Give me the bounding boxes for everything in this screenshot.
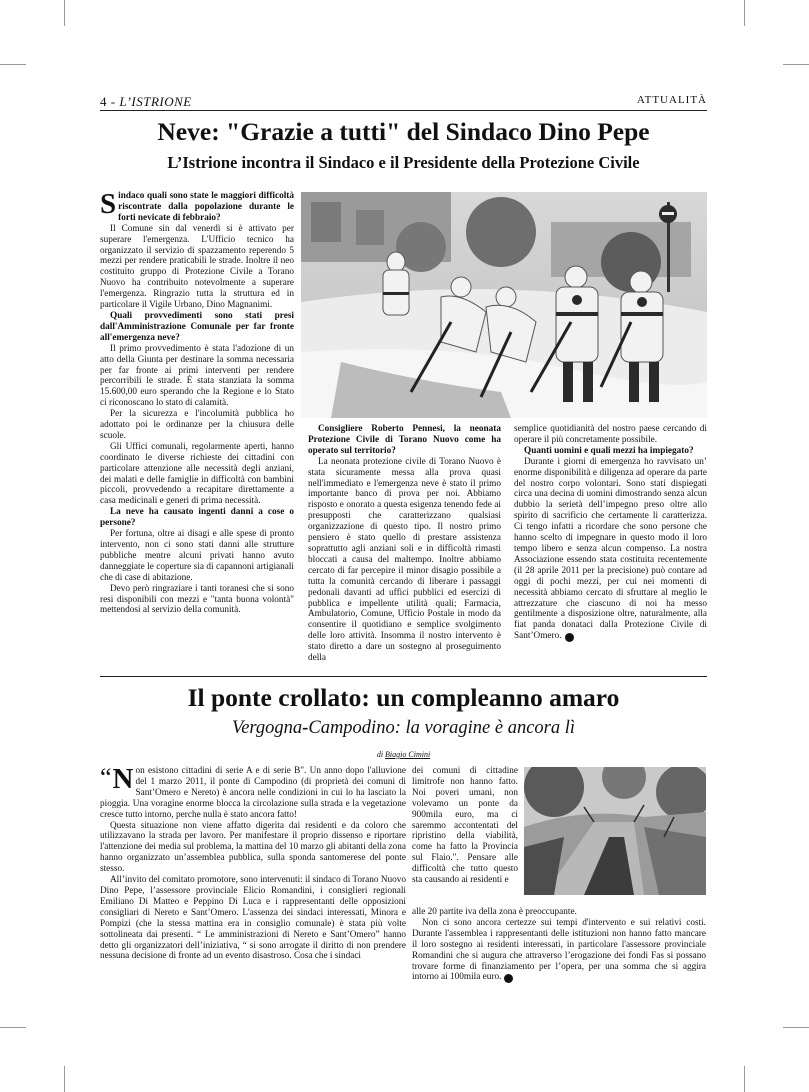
header-rule xyxy=(100,110,707,111)
interview-question: Quali provvedimenti sono stati presi dall'Amministrazione Comunale per far fronte all'emergenza neve? xyxy=(100,310,294,343)
drop-cap: S xyxy=(100,188,117,220)
article2-column-2-bottom xyxy=(412,907,706,983)
article2-column-1 xyxy=(100,763,406,962)
paragraph: La neonata protezione civile di Torano Nuovo è stata sicuramente messa alla prova quasi nell'immediato e l'emergenza neve è stato il primo importante banco di prova per noi. Abbiamo risposto e onorato a questa esigenza tenendo fede ai presupposti che caratterizzano qualsiasi organizzazione di questo tipo. Il nostro primo pensiero è stato quello di prestare assistenza soprattutto agli anziani soli e in difficoltà rimasti bloccati a causa del maltempo. Inoltre abbiamo cercato di far percepire il minor disagio possibile a tutta la comunità cercando di liberare i passaggi pedonali davanti ad uffici pubblici ed esercizi di pubblica e impellente utilità quali; Farmacia, Ambulatorio, Comune, Ufficio Postale in modo da consentire il quotidiano e semplice svolgimento delle loro attività. Insomma il nostro intervento è stato diretto a dare un sostegno al proseguimento della xyxy=(308,456,501,664)
open-quote: “ xyxy=(100,763,112,792)
article1-column-2 xyxy=(308,424,501,664)
crop-mark xyxy=(0,64,26,65)
newspaper-name: L’ISTRIONE xyxy=(119,94,192,109)
crop-mark xyxy=(783,1027,809,1028)
paragraph: Non ci sono ancora certezze sui tempi d'intervento e sui relativi costi. Durante l'assemblea i rappresentanti delle istituzioni non hanno fatto mancare il loro sostegno ai residenti interessati, in particolare l'assessore provinciale Romandini che si augura che attraverso l’erogazione dei fondi Fas si possano trovare forme di finanziamento per l’opera, per una somma che si aggira intorno ai 100mila euro. xyxy=(412,917,706,983)
article1-column-1 xyxy=(100,188,294,616)
crop-mark xyxy=(744,1066,745,1092)
article-separator xyxy=(100,676,707,677)
paragraph: Durante i giorni di emergenza ho ravvisato un’ enorme disponibilità e diligenza ad operare da parte del nostro corpo volontari. Sono stati dispiegati circa una decina di uomini dimostrando senza alcun dubbio la serietà dell’impegno preso oltre allo spirito di sacrificio che certamente li caratterizza. Ci tengo infatti a ricordare che sono persone che hanno scelto di impegnare in questo modo il loro tempo libero e senza alcun compenso. La nostra Associazione essendo stata costituita recentemente (il 28 aprile 2011 per la precisione) può contare ad oggi di pochi mezzi, per cui nei momenti di necessità abbiamo cercato di sfruttare al meglio le attrezzature che ciascuno di noi ha messo gentilmente a disposizione oltre, naturalmente, alla fiat panda donataci dalla Protezione Civile di Sant’Omero. xyxy=(514,456,707,642)
snow-volunteers-photo xyxy=(301,192,707,418)
interview-question: La neve ha causato ingenti danni a cose o persone? xyxy=(100,507,294,529)
paragraph: Il primo provvedimento è stata l'adozione di un atto della Giunta per destinare la somma necessaria per far fronte ai primi interventi per rendere percorribili le strade. È stata stanziata la somma 15.600,00 euro sperando che la Regione e lo Stato ci riconoscano lo stato di calamità. xyxy=(100,343,294,409)
crop-mark xyxy=(64,0,65,26)
paragraph: Questa situazione non viene affatto digerita dai residenti e da coloro che utilizzavano la strada per lavoro. Per manifestare il proprio dissenso e riportare l'attenzione dei media sul problema, la mattina del 10 marzo gli abitanti della zona hanno organizzato un’assemblea pubblica, sulla sponda santomerese del ponte stesso. xyxy=(100,820,406,875)
paragraph: All’invito del comitato promotore, sono intervenuti: il sindaco di Torano Nuovo Dino Pepe, l’assessore provinciale Elicio Romandini, i consiglieri regionali Emiliano Di Matteo e Peppino Di Luca e i rappresentanti delle opposizioni consigliari di Nereto e Sant’Omero. L'assenza dei sindaci interessati, Minora e Pompizi (che la stessa mattina era in consiglio comunale) è stata più volte sottolineata dai presenti. “ Le amministrazioni di Nereto e Sant’Omero” hanno detto gli organizzatori dell’iniziativa, “ si sono arrogate il diritto di non prendere nessuna decisione di fronte ad un evento disastroso. Cosa che i sindaci xyxy=(100,875,406,962)
paragraph: on esistono cittadini di serie A e di serie B". Un anno dopo l'alluvione del 1 marzo 2011, il ponte di Campodino (di proprietà dei comuni di Sant’Omero e Nereto) è ancora nelle condizioni in cui lo ha lasciato la pioggia. Una voragine enorme blocca la circolazione sulla strada e la vegetazione cresce tutto intorno, perche nulla è stato ancora fatto! xyxy=(100,766,406,820)
drop-cap: N xyxy=(112,763,134,795)
page-number: 4 - xyxy=(100,94,120,109)
collapsed-bridge-photo xyxy=(524,767,706,895)
istrione-logo-icon: L xyxy=(504,974,513,983)
crop-mark xyxy=(783,64,809,65)
crop-mark xyxy=(64,1066,65,1092)
paragraph: semplice quotidianità del nostro paese cercando di operare il più concretamente possibile. xyxy=(514,424,707,445)
paragraph: dei comuni di cittadine limitrofe non hanno fatto. Noi poveri umani, non volevamo un ponte da 900mila euro, ma ci saremmo accontentati del ripristino della viabilità, come ha fatto la Provincia sul Flaio.". Pensare alle difficoltà che tutto questo sta causando ai residenti e xyxy=(412,766,518,886)
istrione-logo-icon: L xyxy=(565,633,574,642)
article2-subheadline: Vergogna-Campodino: la voragine è ancora lì xyxy=(231,718,576,738)
paragraph: Il Comune sin dal venerdì si è attivato per superare l'emergenza. L'Ufficio tecnico ha organizzato il servizio di spazzamento reperendo 5 mezzi per rendere praticabili le strade. Inoltre il neo costituito gruppo di Protezione Civile a Torano Nuovo ha contribuito notevolmente a superare l'emergenza. Ringrazio tutta la struttura ed in particolare il Vigile Urbano, Dino Magnanimi. xyxy=(100,223,294,311)
paragraph: Gli Uffici comunali, regolarmente aperti, hanno coordinato le diverse richieste dei cittadini con particolare attenzione alle necessità degli anziani, dei malati e delle famiglie in difficoltà con bambini piccoli, provvedendo a recapitare direttamente a casa medicinali e generi di prima necessità. xyxy=(100,441,294,507)
paragraph: Devo però ringraziare i tanti toranesi che si sono resi disponibili con mezzi e "tanta buona volontà" mettendosi al servizio della comunità. xyxy=(100,583,294,616)
paragraph: Per la sicurezza e l'incolumità pubblica ho adottato poi le ordinanze per la chiusura delle scuole. xyxy=(100,409,294,441)
crop-mark xyxy=(744,0,745,26)
interview-question: indaco quali sono state le maggiori difficoltà riscontrate dalla popolazione durante le forti nevicate di febbraio? xyxy=(118,191,294,223)
article1-column-3 xyxy=(514,424,707,642)
crop-mark xyxy=(0,1027,26,1028)
interview-question: Quanti uomini e quali mezzi ha impiegato? xyxy=(524,445,694,456)
author-name: Biagio Cimini xyxy=(385,750,431,759)
article1-headline: Neve: "Grazie a tutti" del Sindaco Dino Pepe xyxy=(157,117,650,146)
article2-column-2-top xyxy=(412,766,518,886)
paragraph: alle 20 partite iva della zona è preoccupante. xyxy=(412,907,577,917)
page-header-left xyxy=(100,94,192,110)
article1-subheadline: L’Istrione incontra il Sindaco e il Presidente della Protezione Civile xyxy=(167,153,640,172)
article2-headline: Il ponte crollato: un compleanno amaro xyxy=(187,683,620,712)
interview-question: Consigliere Roberto Pennesi, la neonata Protezione Civile di Torano Nuovo come ha operato sul territorio? xyxy=(308,424,501,456)
byline: di Biagio Cimini xyxy=(376,750,431,759)
section-label: ATTUALITÀ xyxy=(636,94,707,106)
paragraph: Per fortuna, oltre ai disagi e alle spese di pronto intervento, non ci sono stati danni alle strutture pubbliche mentre alcuni privati hanno avuto danneggiate le coperture sia di capannoni artigianali che di case di abitazione. xyxy=(100,529,294,583)
